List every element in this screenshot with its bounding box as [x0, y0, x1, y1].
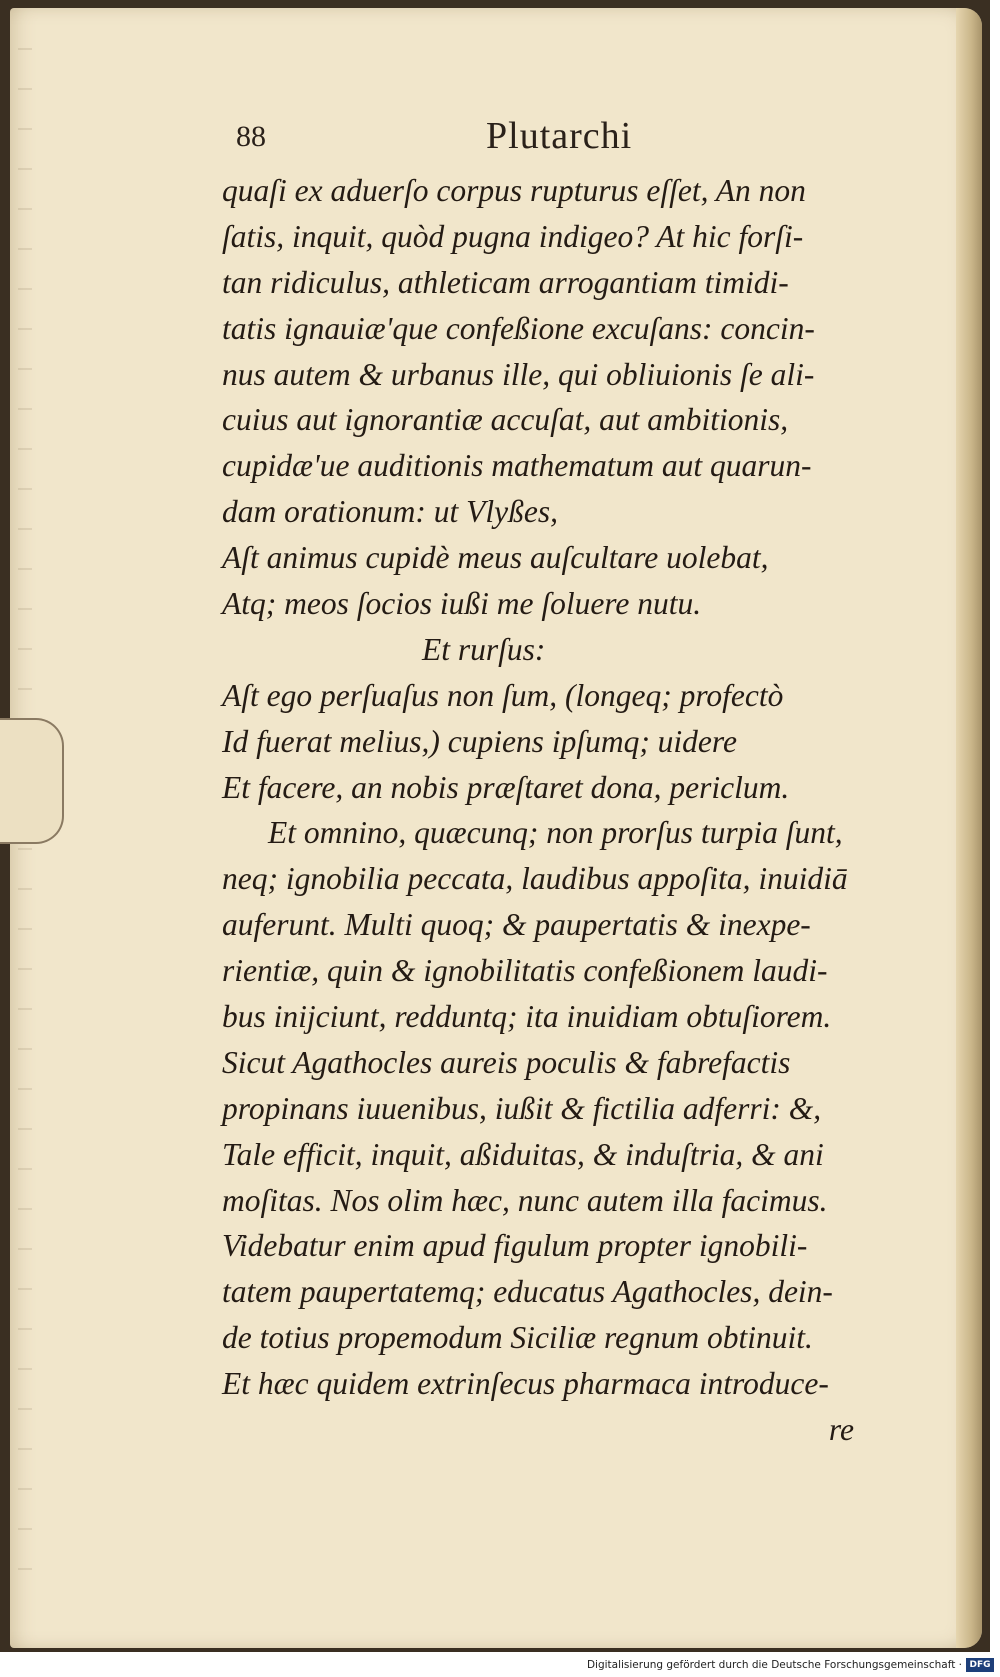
text-line: nus autem & urbanus ille, qui obliuionis ſe ali-	[222, 356, 815, 392]
text-line: Videbatur enim apud figulum propter ignobili-	[222, 1228, 808, 1264]
text-line: tatem paupertatemq; educatus Agathocles, dein-	[222, 1274, 833, 1310]
text-line: dam orationum: ut Vlyßes,	[222, 494, 558, 530]
text-line: Tale efficit, inquit, aßiduitas, & induſtria, & ani	[222, 1136, 824, 1172]
text-line: quaſi ex aduerſo corpus rupturus eſſet, An non	[222, 173, 806, 208]
catchword: re	[828, 1412, 854, 1448]
text-line: tan ridiculus, athleticam arrogantiam timidi-	[222, 264, 789, 300]
text-line: bus inijciunt, redduntq; ita inuidiam obtuſiorem.	[222, 999, 832, 1035]
text-line: Et hæc quidem extrinſecus pharmaca introduce-	[222, 1366, 829, 1402]
verse-line: Id fuerat melius,) cupiens ipſumq; uidere	[222, 723, 737, 759]
text-line: propinans iuuenibus, iußit & fictilia adferri: &,	[222, 1090, 822, 1126]
page-number: 88	[236, 120, 266, 153]
page-tab-mark	[0, 718, 64, 844]
funding-credit: Digitalisierung gefördert durch die Deutsche Forschungsgemeinschaft ·	[586, 1659, 962, 1671]
body-text	[222, 168, 922, 1453]
text-line: de totius propemodum Siciliæ regnum obtinuit.	[222, 1320, 813, 1356]
running-title: Plutarchi	[486, 115, 633, 157]
footer-bar	[0, 1655, 1000, 1677]
verse-heading: Et rurſus:	[422, 631, 546, 667]
verse-line: Et facere, an nobis præſtaret dona, periclum.	[222, 769, 790, 805]
text-line: cupidæ'ue auditionis mathematum aut quarun-	[222, 448, 812, 484]
text-line: ſatis, inquit, quòd pugna indigeo? At hic forſi-	[222, 218, 804, 254]
text-line: auferunt. Multi quoq; & paupertatis & inexpe-	[222, 907, 811, 943]
page-edge	[956, 8, 982, 1648]
text-line: Et omnino, quæcunq; non prorſus turpia ſunt,	[268, 815, 843, 851]
text-line: neq; ignobilia peccata, laudibus appoſita, inuidiā	[222, 861, 848, 897]
dfg-logo: DFG	[966, 1658, 994, 1672]
text-line: Sicut Agathocles aureis poculis & fabrefactis	[222, 1044, 791, 1080]
page-header	[236, 114, 676, 164]
text-line: cuius aut ignorantiæ accuſat, aut ambitionis,	[222, 402, 789, 438]
verse-line: Atq; meos ſocios iußi me ſoluere nutu.	[222, 586, 702, 622]
verse-line: Aſt animus cupidè meus auſcultare uolebat,	[222, 540, 769, 576]
verse-line: Aſt ego perſuaſus non ſum, (longeq; profectò	[222, 677, 784, 713]
text-line: tatis ignauiæ'que confeßione excuſans: concin-	[222, 310, 815, 346]
text-line: rientiæ, quin & ignobilitatis confeßionem laudi-	[222, 953, 828, 989]
text-line: moſitas. Nos olim hæc, nunc autem illa facimus.	[222, 1182, 828, 1218]
